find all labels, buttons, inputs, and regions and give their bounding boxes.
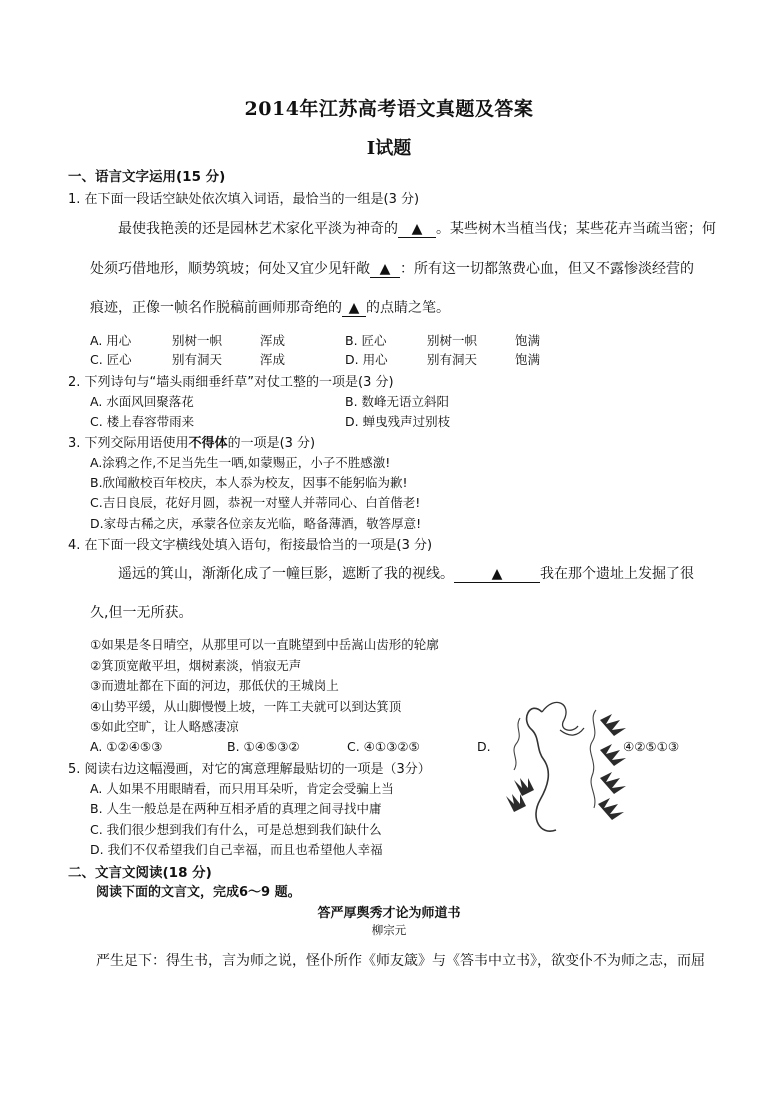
q1-passage-line-3: 痕迹，正像一帧名作脱稿前画师那奇绝的 ▲ 的点睛之笔。 <box>90 300 450 316</box>
q1-option-b: B. 匠心 别树一帜 饱满 <box>345 333 541 348</box>
essay-line-1: 严生足下：得生书，言为师之说，怪仆所作《师友箴》与《答韦中立书》，欲变仆不为师之志，而屈 <box>96 953 705 969</box>
q2-option-b: B. 数峰无语立斜阳 <box>345 394 450 409</box>
q1-option-a: A. 用心 别树一帜 浑成 <box>90 333 286 348</box>
q1-option-c: C. 匠心 别有洞天 浑成 <box>90 352 286 367</box>
essay-author: 柳宗元 <box>371 923 407 937</box>
q4-sentence-1: ①如果是冬日晴空，从那里可以一直眺望到中岳嵩山齿形的轮廓 <box>90 637 439 652</box>
essay-title: 答严厚舆秀才论为师道书 <box>317 906 461 921</box>
q4-blank: ▲ <box>454 566 540 583</box>
q2-option-a: A. 水面风回聚落花 <box>90 394 194 409</box>
q4-passage-line-2: 久,但一无所获。 <box>90 605 193 621</box>
wavy-line-left <box>514 718 520 770</box>
q4-option-a: A. ①②④⑤③ <box>90 739 163 754</box>
q5-option-a: A. 人如果不用眼睛看，而只用耳朵听，肯定会受骗上当 <box>90 781 394 796</box>
section-heading-1: 一、语言文字运用(15 分) <box>68 169 226 185</box>
q4-sentence-3: ③而遗址都在下面的河边，那低伏的王城岗上 <box>90 678 339 693</box>
q5-option-b: B. 人生一般总是在两种互相矛盾的真理之间寻找中庸 <box>90 801 382 816</box>
q4-sentence-4: ④山势平缓，从山脚慢慢上坡，一阵工夫就可以到达箕顶 <box>90 699 402 714</box>
q1-passage-line-2: 处须巧借地形，顺势筑坡；何处又宜少见轩敞 ▲ ：所有这一切都煞费心血，但又不露惨淡经营的 <box>90 261 694 277</box>
question-1-stem: 1. 在下面一段话空缺处依次填入词语，最恰当的一组是(3 分) <box>68 192 420 207</box>
question-3-stem: 3. 下列交际用语使用不得体的一项是(3 分) <box>68 436 316 451</box>
reading-instruction: 阅读下面的文言文，完成6～9 题。 <box>96 885 301 900</box>
q4-option-b: B. ①④⑤③② <box>227 739 300 754</box>
q5-option-c: C. 我们很少想到我们有什么，可是总想到我们缺什么 <box>90 822 382 837</box>
q4-sentence-5: ⑤如此空旷，让人略感凄凉 <box>90 719 239 734</box>
q1-blank-2: ▲ <box>370 261 400 278</box>
question-4-stem: 4. 在下面一段文字横线处填入语句，衔接最恰当的一项是(3 分) <box>68 538 433 553</box>
question-2-stem: 2. 下列诗句与“墙头雨细垂纤草”对仗工整的一项是(3 分) <box>68 375 394 390</box>
section-heading-2: 二、文言文阅读(18 分) <box>68 865 212 881</box>
q5-option-d: D. 我们不仅希望我们自己幸福，而且也希望他人幸福 <box>90 842 383 857</box>
q1-blank-1: ▲ <box>398 221 436 238</box>
document-subtitle: Ⅰ试题 <box>366 138 412 159</box>
face-outline <box>527 708 556 831</box>
ear-curl-2 <box>560 728 584 735</box>
q1-option-d: D. 用心 别有洞天 饱满 <box>345 352 541 367</box>
q3-option-c: C.吉日良辰，花好月圆，恭祝一对璧人并蒂同心、白首偕老! <box>90 495 421 510</box>
q4-passage-line-1: 遥远的箕山，渐渐化成了一幢巨影，遮断了我的视线。 ▲ 我在那个遗址上发掘了很 <box>118 566 694 582</box>
q2-option-c: C. 楼上春容带雨来 <box>90 414 195 429</box>
q1-blank-3: ▲ <box>342 300 366 317</box>
cartoon-illustration <box>500 690 630 840</box>
document-title: 2014年江苏高考语文真题及答案 <box>244 98 534 120</box>
q4-option-c: C. ④①③②⑤ <box>347 739 420 754</box>
q2-option-d: D. 蝉曳残声过别枝 <box>345 414 451 429</box>
wavy-line-right <box>590 710 596 808</box>
leaf-cluster-left <box>506 778 534 812</box>
ear-curl <box>542 702 578 730</box>
q3-option-a: A.涂鸦之作,不足当先生一哂,如蒙赐正，小子不胜感激! <box>90 455 391 470</box>
q3-option-b: B.欣闻敝校百年校庆，本人忝为校友，因事不能躬临为歉! <box>90 475 408 490</box>
question-5-stem: 5. 阅读右边这幅漫画，对它的寓意理解最贴切的一项是（3分） <box>68 762 431 777</box>
q4-option-d-answer: ④②⑤①③ <box>623 739 680 754</box>
q4-option-d-label: D. <box>477 739 491 754</box>
q4-sentence-2: ②箕顶宽敞平坦，烟树素淡，悄寂无声 <box>90 658 302 673</box>
leaf-cluster-right <box>598 714 626 820</box>
q1-passage-line-1: 最使我艳羡的还是园林艺术家化平淡为神奇的 ▲ 。某些树木当植当伐；某些花卉当疏当密；何 <box>118 221 716 237</box>
q3-option-d: D.家母古稀之庆，承蒙各位亲友光临，略备薄酒，敬答厚意! <box>90 516 422 531</box>
